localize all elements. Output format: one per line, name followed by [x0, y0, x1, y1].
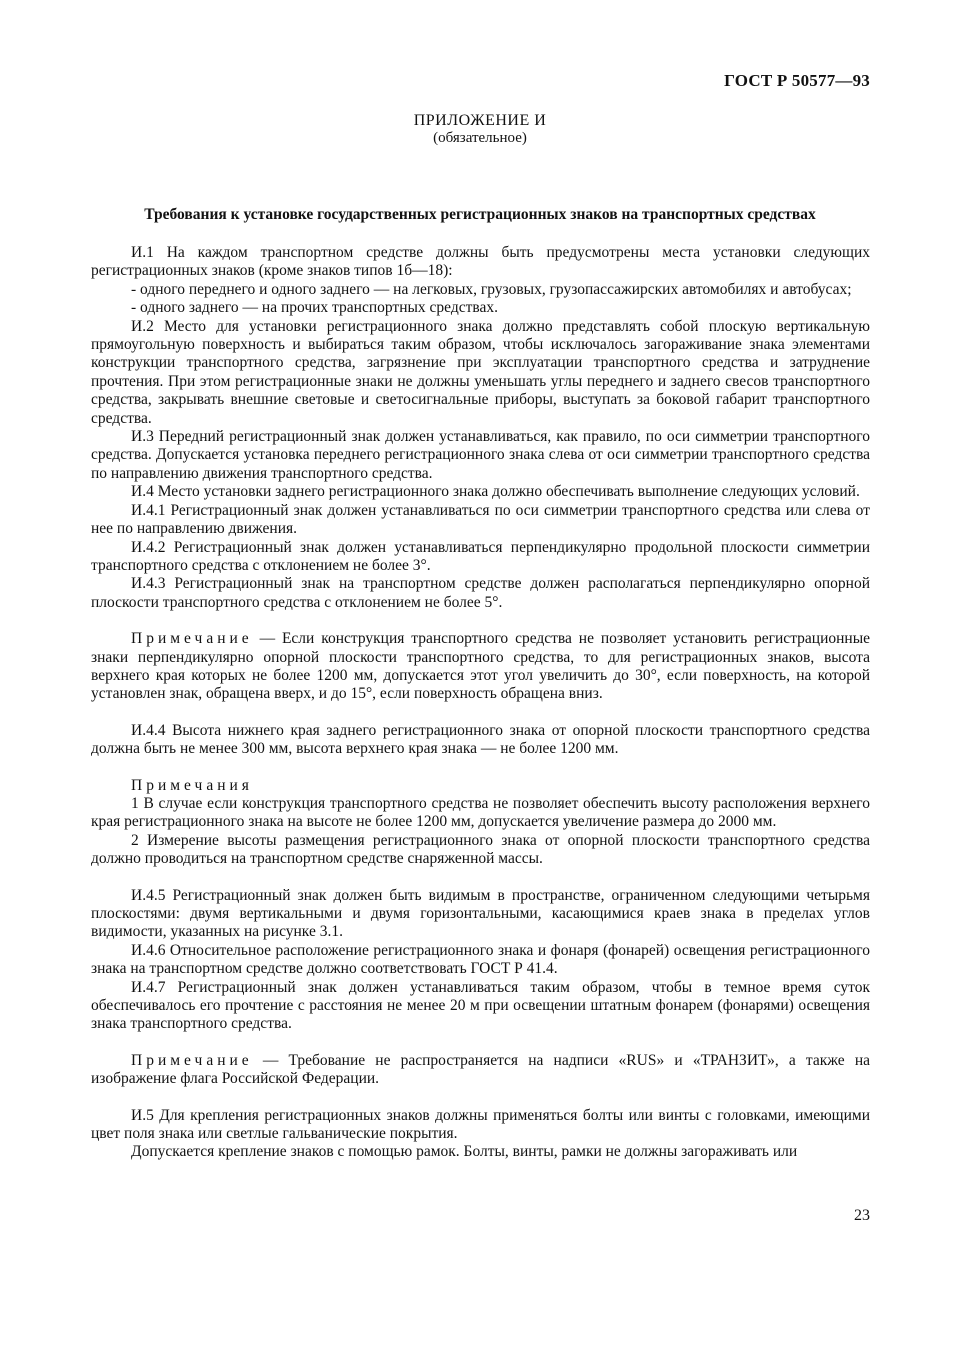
- note-block: [91, 630, 870, 704]
- paragraph-i4: И.4 Место установки заднего регистрационного знака должно обеспечивать выполнение следующих условий.: [131, 483, 860, 501]
- paragraph-i4-6: И.4.6 Относительное расположение регистрационного знака и фонаря (фонарей) освещения регистрационного знака на транспортном средстве должно соответствовать ГОСТ Р 41.4.: [91, 941, 870, 978]
- paragraph-i5: И.5 Для крепления регистрационных знаков должны применяться болты или винты с головками, имеющими цвет поля знака или светлые гальванические покрытия.: [91, 1106, 870, 1143]
- page-number: 23: [854, 1207, 870, 1224]
- paragraph-i2: И.2 Место для установки регистрационного знака должно представлять собой плоскую вертикальную прямоугольную поверхность и выбираться таким образом, чтобы исключалось загораживание знака элементами конструкции транспортного средства, загрязнение при эксплуатации транспортного средства и затруднение прочтения. При этом регистрационные знаки не должны уменьшать углы переднего и заднего свесов транспортного средства, закрывать внешние световые и светосигнальные приборы, выступать за боковой габарит транспортного средства.: [91, 317, 870, 427]
- note-text: — Если конструкция транспортного средства не позволяет установить регистрационные знаки перпендикулярно опорной плоскости транспортного средства, то для регистрационных знаков, высота верхнего края которых не более 1200 мм, допускается этот угол увеличить до 30°, если поверхность, на которой установлен знак, обращена вверх, и до 15°, если поверхность обращена вниз.: [91, 630, 871, 703]
- paragraph-i4-7: И.4.7 Регистрационный знак должен устанавливаться таким образом, чтобы в темное время суток обеспечивалось его прочтение с расстояния не менее 20 м при освещении штатным фонарем (фонарями) освещения знака транспортного средства.: [91, 978, 870, 1033]
- list-item: - одного переднего и одного заднего — на легковых, грузовых, грузопассажирских автомобилях и автобусах;: [131, 280, 852, 298]
- note-label: Примечание: [131, 630, 253, 648]
- appendix-title: ПРИЛОЖЕНИЕ И: [413, 112, 547, 129]
- paragraph-i4-5: И.4.5 Регистрационный знак должен быть видимым в пространстве, ограниченном следующими четырьмя плоскостями: двумя вертикальными и двумя горизонтальными, касающимися краев знака в пределах углов видимости, указанных на рисунке 3.1.: [91, 886, 870, 941]
- list-item: - одного заднего — на прочих транспортных средствах.: [131, 299, 498, 317]
- notes-label: Примечания: [131, 776, 253, 794]
- paragraph-i1: И.1 На каждом транспортном средстве должны быть предусмотрены места установки следующих регистрационных знаков (кроме знаков типов 1б—18):: [91, 244, 870, 280]
- appendix-header: [0, 112, 960, 147]
- paragraph-i4-4: И.4.4 Высота нижнего края заднего регистрационного знака от опорной плоскости транспортного средства должна быть не менее 300 мм, высота верхнего края знака — не более 1200 мм.: [91, 721, 870, 758]
- section-title: Требования к установке государственных регистрационных знаков на транспортных средствах: [144, 206, 816, 223]
- paragraph-i4-2: И.4.2 Регистрационный знак должен устанавливаться перпендикулярно продольной плоскости симметрии транспортного средства с отклонением не более 3°.: [91, 538, 870, 574]
- note-label: Примечание: [131, 1051, 253, 1069]
- paragraph-i4-1: И.4.1 Регистрационный знак должен устанавливаться по оси симметрии транспортного средства или слева от нее по направлению движения.: [91, 501, 870, 538]
- note-text: — Требование не распространяется на надписи «RUS» и «ТРАНЗИТ», а также на изображение флага Российской Федерации.: [91, 1051, 871, 1088]
- standard-code: ГОСТ Р 50577—93: [724, 71, 870, 90]
- document-body: [91, 244, 870, 1162]
- paragraph-i4-3: И.4.3 Регистрационный знак на транспортном средстве должен располагаться перпендикулярно опорной плоскости транспортного средства с отклонением не более 5°.: [91, 575, 870, 611]
- note-item-2: 2 Измерение высоты размещения регистрационного знака от опорной плоскости транспортного средства должно проводиться на транспортном средстве снаряженной массы.: [91, 831, 870, 868]
- paragraph-continuation: Допускается крепление знаков с помощью рамок. Болты, винты, рамки не должны загораживать или: [131, 1143, 798, 1161]
- appendix-subtitle: (обязательное): [433, 130, 527, 146]
- paragraph-i3: И.3 Передний регистрационный знак должен устанавливаться, как правило, по оси симметрии транспортного средства. Допускается установка переднего регистрационного знака слева от оси симметрии транспортного средства по направлению движения транспортного средства.: [91, 428, 870, 482]
- note-item-1: 1 В случае если конструкция транспортного средства не позволяет обеспечить высоту расположения верхнего края регистрационного знака на высоте не более 1200 мм, допускается увеличение размера до 2000 мм.: [91, 794, 870, 831]
- note-block: [91, 1052, 870, 1089]
